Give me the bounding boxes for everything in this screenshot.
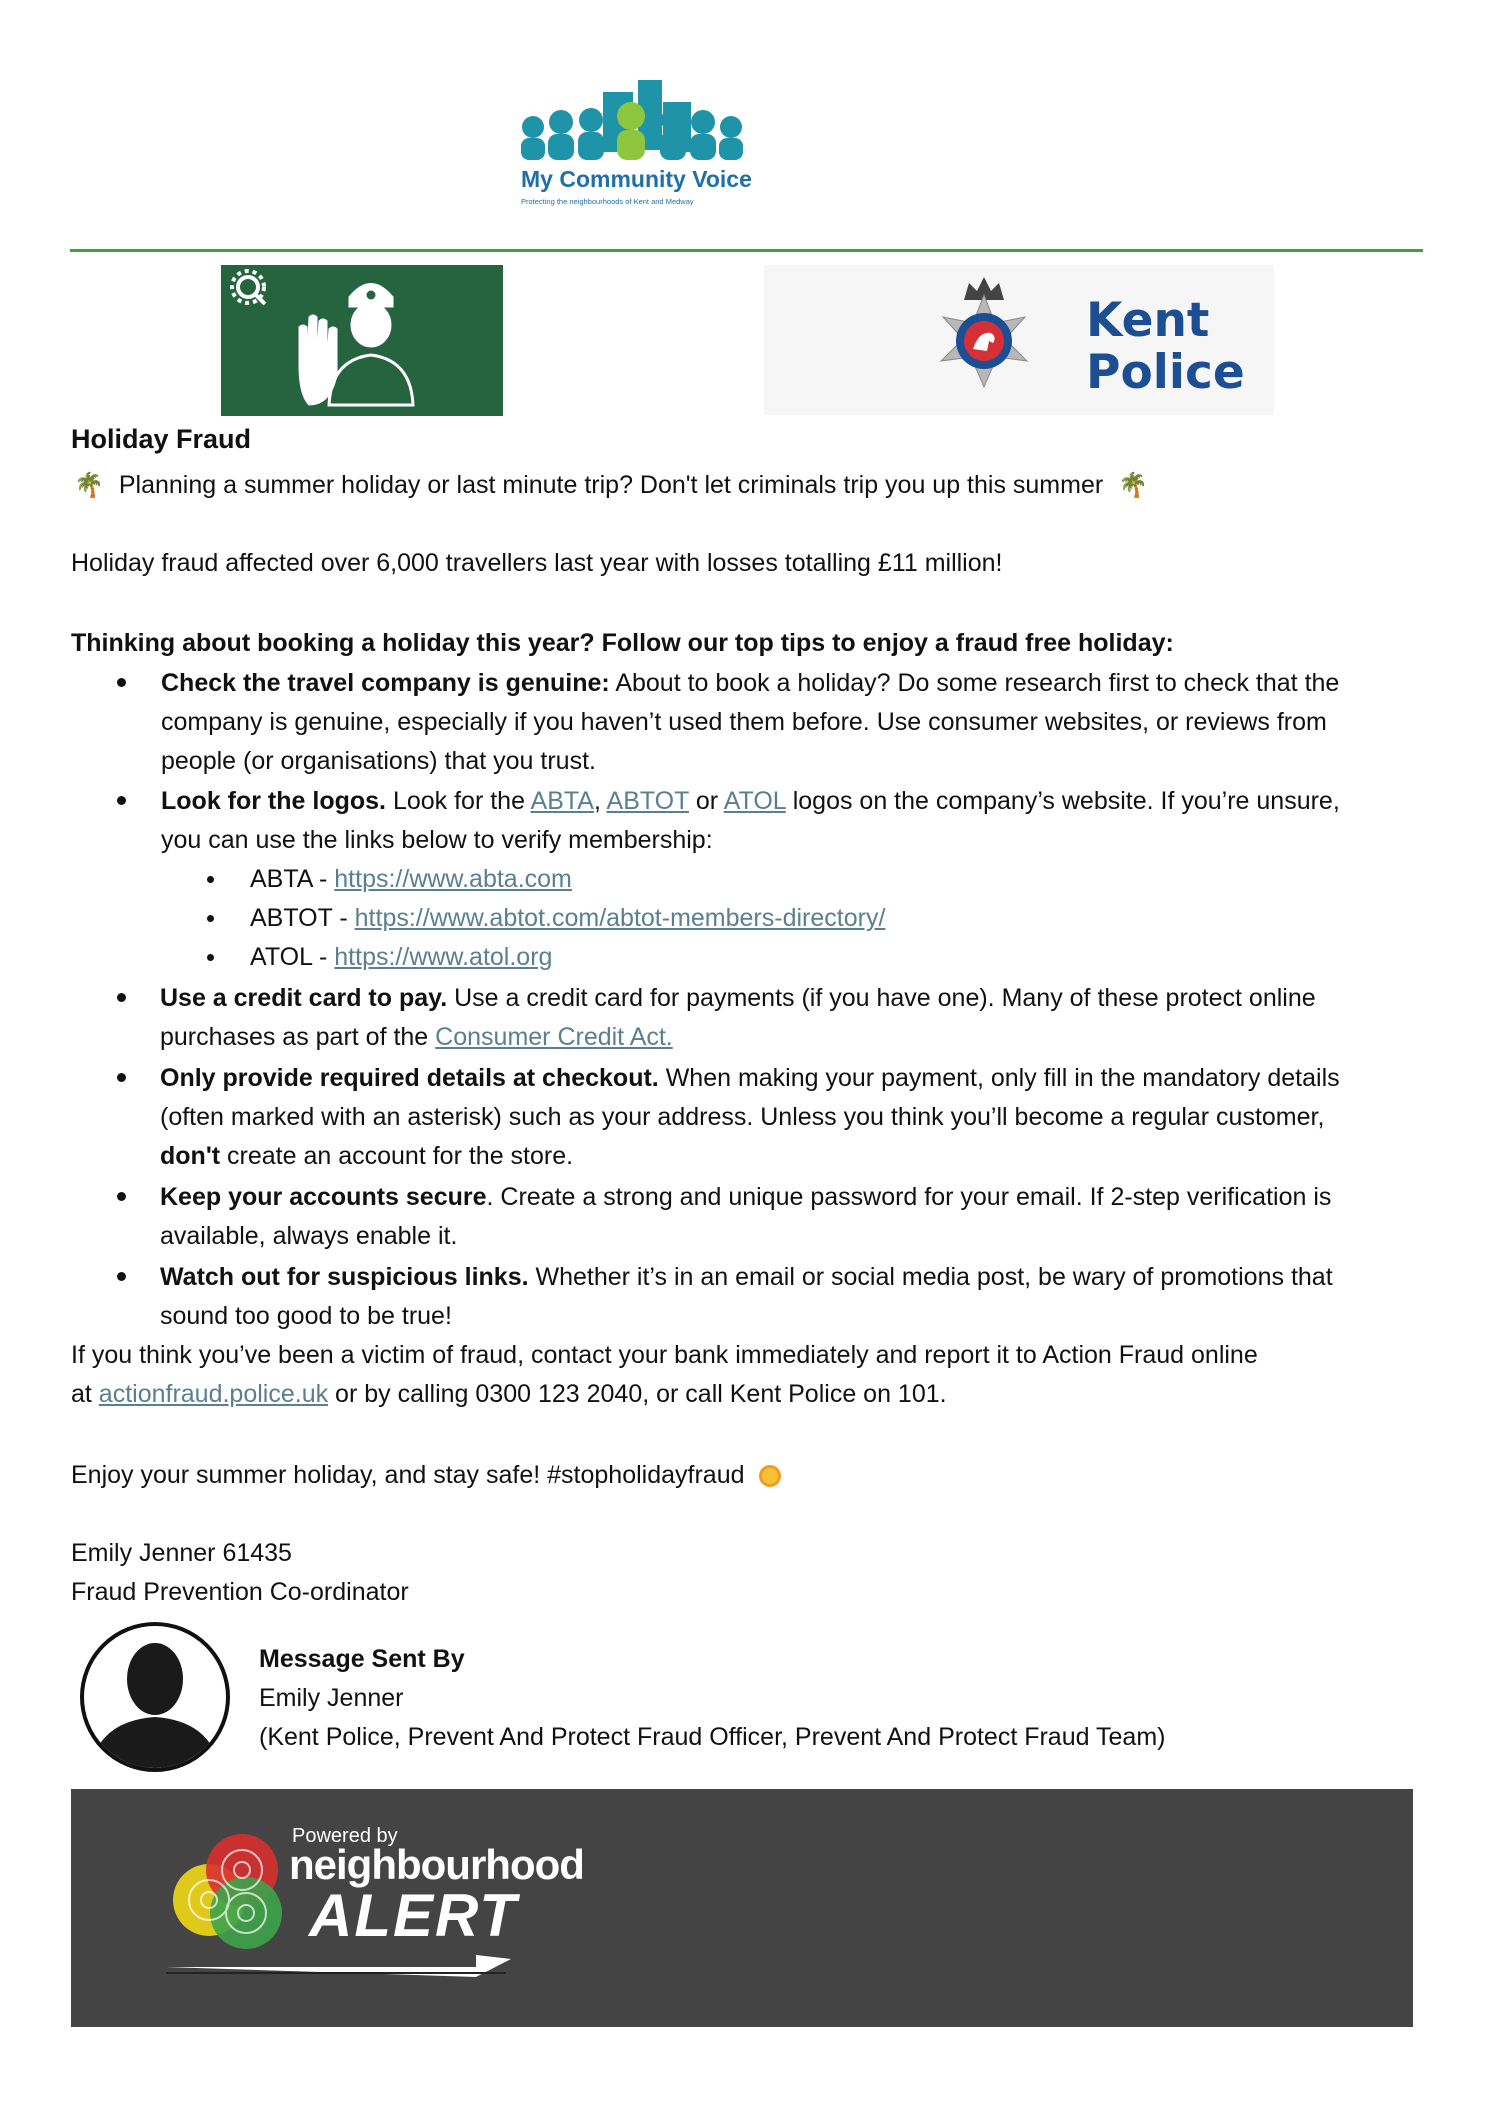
sub-bullet — [207, 876, 214, 883]
tip4-line1 — [160, 1059, 1340, 1098]
link-row-abtot — [250, 899, 885, 938]
tip2-heading: Look for the logos. — [161, 787, 386, 815]
author-name-id: Emily Jenner 61435 — [71, 1539, 292, 1567]
tips-heading: Thinking about booking a holiday this year? Follow our top tips to enjoy a fraud free holiday: — [71, 629, 1174, 657]
tip2-line1 — [161, 782, 1340, 821]
bullet — [117, 1073, 126, 1082]
report-line2 — [71, 1375, 947, 1414]
palm-tree-icon: 🌴 — [1118, 472, 1149, 499]
palm-tree-icon: 🌴 — [74, 472, 104, 499]
tip1-text: About to book a holiday? Do some research first to check that the — [609, 669, 1340, 697]
tip3-line2 — [160, 1018, 673, 1057]
tip3-text: Use a credit card for payments (if you have one). Many of these protect online — [447, 984, 1316, 1012]
tip1-line2: company is genuine, especially if you haven’t used them before. Use consumer websites, or reviews from — [161, 708, 1327, 736]
fraud-stat: Holiday fraud affected over 6,000 travellers last year with losses totalling £11 million! — [71, 549, 1003, 577]
community-logo-tagline: Protecting the neighbourhoods of Kent and Medway — [521, 197, 694, 206]
report-pre: at — [71, 1380, 99, 1408]
footer-banner — [71, 1789, 1413, 2027]
link-row-abta — [250, 860, 572, 899]
tip1-line3: people (or organisations) that you trust. — [161, 747, 596, 775]
tip2-or: or — [688, 787, 724, 815]
signoff-line — [71, 1456, 781, 1495]
article-title: Holiday Fraud — [71, 424, 252, 454]
tip1-line1 — [161, 664, 1339, 703]
bullet — [117, 1272, 126, 1281]
author-role: Fraud Prevention Co-ordinator — [71, 1578, 409, 1606]
tip5-line2: available, always enable it. — [160, 1222, 458, 1250]
sub-bullet — [207, 954, 214, 961]
intro-line — [74, 466, 1148, 505]
tip2-pre: Look for the — [386, 787, 531, 815]
sender-role: (Kent Police, Prevent And Protect Fraud Officer, Prevent And Protect Fraud Team) — [259, 1723, 1166, 1751]
intro-text: Planning a summer holiday or last minute trip? Don't let criminals trip you up this summer — [118, 471, 1104, 499]
header-divider — [70, 249, 1423, 252]
gear-magnifier-icon — [232, 271, 265, 304]
tip4-text: When making your payment, only fill in the mandatory details — [658, 1064, 1340, 1092]
actionfraud-link[interactable]: actionfraud.police.uk — [98, 1380, 329, 1408]
report-line1: If you think you’ve been a victim of fraud, contact your bank immediately and report it to Action Fraud online — [71, 1341, 1258, 1369]
abta-url-link[interactable]: https://www.abta.com — [334, 865, 572, 893]
police-logo-line1: Kent — [1086, 293, 1210, 348]
tip6-line1 — [160, 1258, 1333, 1297]
tip6-heading: Watch out for suspicious links. — [160, 1263, 529, 1291]
sender-heading: Message Sent By — [259, 1645, 465, 1673]
bullet — [117, 796, 126, 805]
police-logo-line2: Police — [1086, 345, 1245, 400]
link-label: ABTOT - — [250, 904, 355, 932]
link-row-atol — [250, 938, 552, 977]
tip2-comma: , — [594, 787, 607, 815]
tip2-post: logos on the company’s website. If you’re unsure, — [785, 787, 1340, 815]
atol-link[interactable]: ATOL — [723, 787, 786, 815]
bullet — [117, 993, 126, 1002]
community-logo-title: My Community Voice — [521, 166, 752, 192]
tip3-pre: purchases as part of the — [160, 1023, 436, 1051]
tip4-line3-text: create an account for the store. — [220, 1142, 574, 1170]
avatar — [79, 1621, 231, 1773]
tip1-heading: Check the travel company is genuine: — [161, 669, 610, 697]
bullet — [117, 678, 126, 687]
link-label: ABTA - — [250, 865, 335, 893]
tip5-text: . Create a strong and unique password for your email. If 2-step verification is — [486, 1183, 1332, 1211]
consumer-credit-act-link[interactable]: Consumer Credit Act. — [435, 1023, 673, 1051]
tip4-heading: Only provide required details at checkout. — [160, 1064, 659, 1092]
sun-icon — [759, 1465, 781, 1487]
report-post: or by calling 0300 123 2040, or call Kent Police on 101. — [328, 1380, 947, 1408]
tip4-line3 — [160, 1137, 573, 1176]
fraud-officer-image — [221, 265, 503, 416]
my-community-voice-logo — [493, 72, 998, 222]
abta-link[interactable]: ABTA — [530, 787, 594, 815]
tip3-heading: Use a credit card to pay. — [160, 984, 448, 1012]
tip5-heading: Keep your accounts secure — [160, 1183, 487, 1211]
tip3-line1 — [160, 979, 1316, 1018]
signoff-text: Enjoy your summer holiday, and stay safe! #stopholidayfraud — [71, 1461, 745, 1489]
sender-name: Emily Jenner — [259, 1684, 404, 1712]
tip4-line2: (often marked with an asterisk) such as your address. Unless you think you’ll become a regular customer, — [160, 1103, 1325, 1131]
brand-alert: ALERT — [309, 1882, 518, 1949]
brand-neighbourhood: neighbourhood — [289, 1841, 584, 1888]
sub-bullet — [207, 915, 214, 922]
kent-police-logo — [764, 265, 1274, 415]
powered-by-text: Powered by — [292, 1825, 398, 1847]
atol-url-link[interactable]: https://www.atol.org — [334, 943, 553, 971]
tip5-line1 — [160, 1178, 1331, 1217]
bullet — [117, 1192, 126, 1201]
tip2-line2: you can use the links below to verify membership: — [161, 826, 713, 854]
link-label: ATOL - — [250, 943, 335, 971]
tip4-dont: don't — [160, 1142, 221, 1170]
arrow-icon — [166, 1937, 546, 1977]
tip6-text: Whether it’s in an email or social media post, be wary of promotions that — [528, 1263, 1333, 1291]
abtot-url-link[interactable]: https://www.abtot.com/abtot-members-directory/ — [354, 904, 886, 932]
tip6-line2: sound too good to be true! — [160, 1302, 452, 1330]
abtot-link[interactable]: ABTOT — [606, 787, 689, 815]
